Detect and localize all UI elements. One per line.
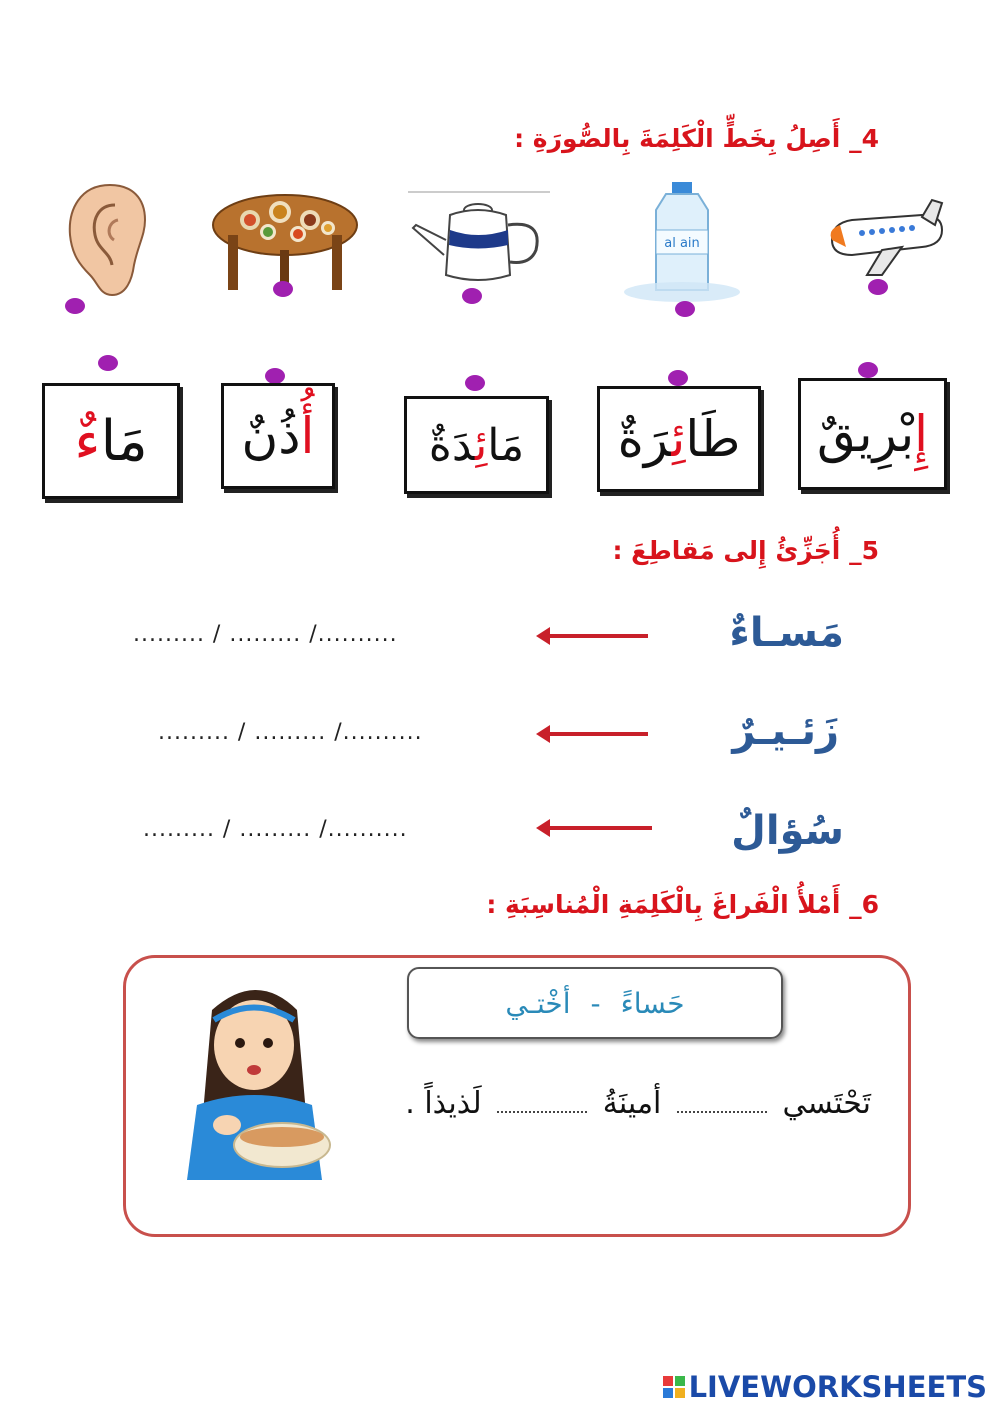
word-water-highlight: ءٌ: [74, 408, 101, 474]
word-ear: [242, 407, 315, 465]
choice-sister[interactable]: أخْتـي: [505, 986, 571, 1020]
logo-text: LIVEWORKSHEETS: [688, 1370, 987, 1404]
word-box-table: [404, 396, 549, 494]
word-dot-table[interactable]: [465, 375, 485, 391]
segment-word-2: زَئـيـرٌ: [732, 708, 839, 754]
section4-heading: 4_ أَصِلُ بِخَطٍّ الْكَلِمَةَ بِالصُّورَةِ :: [514, 124, 879, 153]
food-table-image: [210, 190, 360, 295]
girl-eating-image: [172, 975, 347, 1195]
airplane-image: [822, 195, 947, 280]
airplane-dot[interactable]: [868, 279, 888, 295]
word-table-rest: دَةٌ: [428, 419, 475, 471]
sentence-word-2: أمينَةُ: [602, 1086, 662, 1121]
segment-word-3: سُؤالٌ: [731, 808, 844, 854]
segment-word-1: مَسـاءٌ: [729, 610, 844, 656]
word-jug-rest: بْرِيقٌ: [816, 405, 915, 463]
arrow-1: [548, 634, 648, 638]
arrow-3: [548, 826, 652, 830]
sentence-word-3: لَذيذاً .: [405, 1086, 482, 1121]
food-table-dot[interactable]: [273, 281, 293, 297]
segment-answer-1[interactable]: ......... / ......... /..........: [133, 622, 398, 647]
word-jug-highlight: إِ: [914, 405, 929, 463]
ear-image: [60, 180, 150, 300]
choice-soup[interactable]: حَساءً: [620, 986, 685, 1020]
word-plane-highlight: ئِ: [671, 410, 686, 468]
word-plane-start: طَا: [685, 410, 741, 468]
bottle-brand-label: al ain: [664, 236, 700, 251]
word-water: [74, 409, 147, 474]
word-plane: [618, 410, 741, 468]
blank-2[interactable]: [497, 1089, 587, 1113]
fill-blank-sentence: [405, 1086, 871, 1121]
word-table-highlight: ئِ: [474, 419, 488, 471]
word-ear-rest: ذُنٌ: [241, 407, 301, 465]
word-dot-plane[interactable]: [668, 370, 688, 386]
word-water-start: مَا: [100, 408, 148, 474]
segment-answer-3[interactable]: ......... / ......... /..........: [143, 817, 408, 842]
teapot-image: [408, 190, 550, 290]
liveworksheets-logo[interactable]: [663, 1370, 987, 1404]
word-box-ear: [221, 383, 335, 489]
word-jug: [817, 405, 928, 463]
word-dot-water[interactable]: [98, 355, 118, 371]
word-dot-jug[interactable]: [858, 362, 878, 378]
choice-separator: -: [590, 986, 601, 1020]
ear-dot[interactable]: [65, 298, 85, 314]
segment-answer-2[interactable]: ......... / ......... /..........: [158, 720, 423, 745]
water-bottle-image: [622, 180, 742, 305]
word-box-water: [42, 383, 180, 499]
water-bottle-dot[interactable]: [675, 301, 695, 317]
word-box-jug: [798, 378, 947, 490]
word-dot-ear[interactable]: [265, 368, 285, 384]
section5-heading: 5_ أُجَزِّئُ إِلى مَقاطِعَ :: [612, 536, 879, 565]
arrow-2: [548, 732, 648, 736]
section6-heading: 6_ أَمْلأُ الْفَراغَ بِالْكَلِمَةِ الْمُناسِبَةِ :: [486, 890, 879, 919]
word-plane-rest: رَةٌ: [617, 410, 672, 468]
blank-1[interactable]: [677, 1089, 767, 1113]
word-table: [429, 420, 524, 471]
word-table-start: مَا: [487, 419, 525, 471]
word-box-plane: [597, 386, 761, 492]
sentence-word-1: تَحْتَسي: [782, 1086, 871, 1121]
word-ear-highlight: أُ: [300, 407, 315, 465]
teapot-dot[interactable]: [462, 288, 482, 304]
logo-grid-icon: [663, 1376, 685, 1398]
word-choices-box: [407, 967, 783, 1039]
